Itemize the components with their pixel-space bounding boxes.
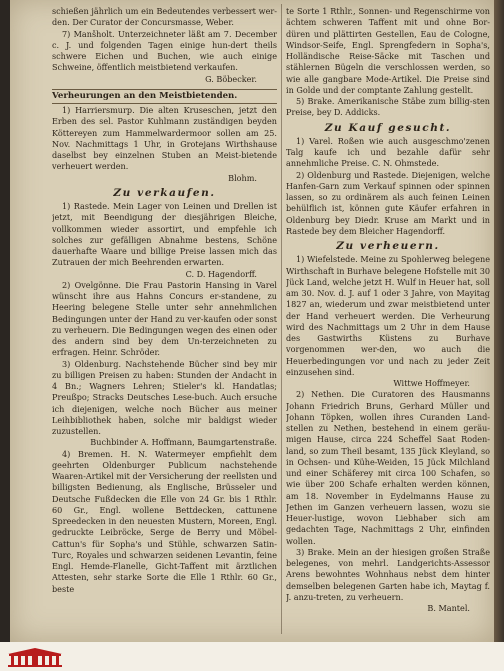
notice-ovelgoenne: 2) Ovelgönne. Die Frau Pastorin Hansing in Varel wünscht ihre aus Hahns Concurs er-standene, zu Heering belegene Stelle unter sehr annehmlichen Bedingungen unter der Hand zu ver-kaufen oder sonst zu verheuern. Die Bedingungen wegen des einen oder des andern sind bey dem Un-terzeichneten zu erfragen. Heinr. Schröder.	[52, 279, 277, 358]
column-rule	[281, 4, 282, 634]
right-column	[286, 6, 490, 638]
notice-harriersmurp: 1) Harriersmurp. Die alten Kruseschen, jetzt den Erben des sel. Pastor Kuhlmann zuständigen beyden Köttereyen zum Hammelwardermoor sollen am 25. Nov. Nachmittags 1 Uhr, in Grotejans Wirthshause daselbst bey einzelnen Stuben an Meist-bietende verheuert werden.	[52, 105, 277, 172]
section-banner-verheurungen: Verheurungen an den Meistbietenden.	[52, 89, 277, 104]
notice-wiefelstede-signature: Wittwe Hoffmeyer.	[393, 378, 470, 388]
notice-brake-signature: B. Mantel.	[427, 603, 470, 613]
left-column	[52, 6, 277, 638]
notice-rastede-leinen: 1) Rastede. Mein Lager von Leinen und Drellen ist jetzt, mit Beendigung der diesjährigen Bleiche, vollkommen wieder assortirt, und empfehle ich solches zur gefälligen Abnahme bestens, Schöne dauerhafte Waare und billige Preise lassen mich das Zutrauen der mich Beehrenden erwarten.	[52, 201, 277, 268]
page-fold-shadow	[494, 0, 504, 642]
notice-oldenburg-signature: Buchbinder A. Hoffmann, Baumgartenstraße.	[90, 437, 277, 448]
notice-oldenburg-rastede-garn: 2) Oldenburg und Rastede. Diejenigen, welche Hanfen-Garn zum Verkauf spinnen oder spinnen lassen, so zu ordinärem als auch feinen Leinen behülflich ist, können gute Käufer erfahren in Oldenburg bey Diedr. Kruse am Markt und in Rastede bey dem Bleicher Hagendorff.	[286, 169, 490, 236]
notice-bremen-continued: te Sorte 1 Rthlr., Sonnen- und Regenschirme von ächtem schweren Taffent mit und ohne Bor-düren und plättirten Gestellen, Eau de Cologne, Windsor-Seife, Engl. Sprengfedern in Sopha's, Holländische Reise-Säcke mit Taschen und stählernen Bügeln die verschlossen werden, so wie alle gangbare Mode-Artikel. Die Preise sind in Golde und der comptante Zahlung gestellt.	[286, 6, 490, 95]
library-building-icon	[6, 647, 64, 667]
footer-strip	[0, 642, 504, 671]
notice-rastede-signature: C. D. Hagendorff.	[185, 268, 257, 279]
notice-harriersmurp-signature: Blohm.	[228, 172, 257, 183]
notice-brake-staebe: 5) Brake. Amerikanische Stäbe zum billig-sten Preise, bey D. Addicks.	[286, 96, 490, 118]
notice-brake-wohnhaus: 3) Brake. Mein an der hiesigen großen Straße belegenes, von mehrl. Landgerichts-Assessor Arens bewohntes Wohnhaus nebst dem hinter demselben belegenen Garten habe ich, Maytag f. J. anzu-treten, zu verheuern.	[286, 546, 490, 602]
notice-oldenburg-buecher: 3) Oldenburg. Nachstehende Bücher sind bey mir zu billigen Preisen zu haben: Stunden der Andacht in 4 Bn.; Wagners Lehren; Stieler's kl. Handatlas; Preußpo; Stracks Deutsches Lese-buch. Auch ersuche ich diejenigen, welche noch Bücher aus meiner Leihbibliothek haben, solche mir baldigst wieder zuzustellen.	[52, 358, 277, 436]
notice-nethen: 2) Nethen. Die Curatoren des Hausmanns Johann Friedrich Bruns, Gerhard Müller und Johann Töpken, wollen ihres Curanden Land-stellen zu Nethen, bestehend in einem geräu-migen Hause, circa 224 Scheffel Saat Roden-land, so zum Theil besamt, 135 Jück Kleyland, so in Ochsen- und Kühe-Weiden, 15 Jück Milchland und einer Schäferey mit circa 100 Schafen, so wie über 200 Schafe erhalten werden können, am 18. November in Eydelmanns Hause zu Jethen im Ganzen verheuern lassen, wozu sie Heuer-lustige, wovon Liebhaber sich am gedachten Tage, Nachmittags 2 Uhr, einfinden wollen.	[286, 389, 490, 546]
section-heading-zu-verheuern: Zu verheuern.	[336, 240, 440, 252]
notice-manholt: 7) Manšholt. Unterzeichneter läßt am 7. December c. J. und folgenden Tagen einige hun-dert theils schwere Eichen und Buchen, wie auch einige Schweine, öffentlich meistbietend verkaufen.	[52, 28, 277, 73]
section-heading-zu-verkaufen: Zu verkaufen.	[113, 186, 216, 199]
notice-manholt-signature: G. Böbecker.	[205, 73, 257, 84]
notice-bremen-watermeyer: 4) Bremen. H. N. Watermeyer empfiehlt dem geehrten Oldenburger Publicum nachstehende Waaren-Artikel mit der Versicherung der reellsten und billigsten Bedienung, als Englische, Brüsseler und Deutsche Fußdecken die Elle von 24 Gr. bis 1 Rthlr. 60 Gr., Engl. wollene Bettdecken, cattunene Spreedecken in den neuesten Mustern, Moreen, Engl. gedruckte Leibröcke, Serge de Berry und Möbel-Cattun's für Sopha's und Stühle, schwarzen Satin-Turc, Royales und schwarzen seidenen Levantin, feine Engl. Hemde-Flanelle, Gicht-Taffent mit ärztlichen Attesten, sehr starke Sorte die Elle 1 Rthlr. 60 Gr., beste	[52, 448, 277, 594]
notice-varel-talg: 1) Varel. Roßen wie auch ausgeschmo'zenen Talg kaufe ich und bezahle dafür sehr annehmliche Preise. C. N. Ohmstede.	[286, 135, 490, 169]
notice-wiefelstede: 1) Wiefelstede. Meine zu Spohlerweg belegene Wirthschaft in Burhave belegene Hofstelle mit 30 Jück Land, welche jetzt H. Wulf in Heuer hat, soll am 30. Nov. d. J. auf 1 oder 3 Jahre, von Mayitag 1827 an, wiederum und zwar meistbietend unter der Hand verheuert werden. Die Verheurung wird des Nachmittags um 2 Uhr in dem Hause des Gastwirths Küstens zu Burhave vorgenommen wer-den, wo auch die Heuerbedingungen vor und nach zu jeder Zeit einzusehen sind.	[286, 254, 490, 377]
newspaper-page	[10, 0, 494, 642]
left-top-paragraph: schießen jährlich um ein Bedeutendes verbessert wer-den. Der Curator der Concursmasse, Weber.	[52, 6, 277, 28]
section-heading-zu-kauf-gesucht: Zu Kauf gesucht.	[324, 121, 452, 134]
